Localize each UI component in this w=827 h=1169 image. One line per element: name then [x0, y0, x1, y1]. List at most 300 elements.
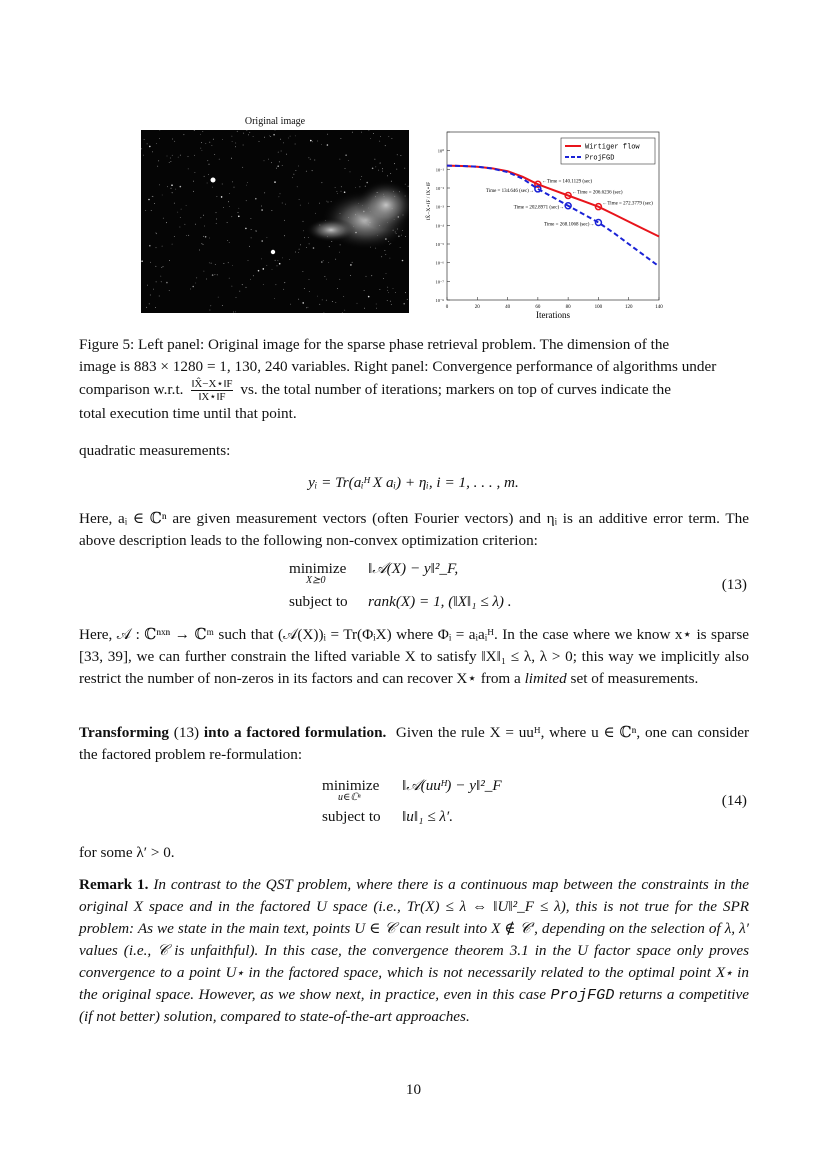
- star: [380, 163, 381, 164]
- star: [352, 262, 353, 263]
- star: [380, 136, 381, 137]
- star: [144, 139, 145, 140]
- star: [251, 238, 252, 239]
- star: [205, 236, 207, 238]
- star: [388, 292, 389, 293]
- star: [229, 206, 230, 207]
- star: [381, 256, 382, 257]
- star: [217, 196, 218, 197]
- star: [180, 186, 182, 188]
- star: [207, 183, 208, 184]
- y-tick-label: 10⁻⁵: [435, 242, 444, 247]
- star: [229, 193, 230, 194]
- star: [160, 276, 161, 277]
- star: [298, 299, 299, 300]
- star: [152, 196, 153, 197]
- star: [292, 177, 293, 178]
- star: [310, 159, 311, 160]
- star: [200, 134, 201, 135]
- star: [380, 289, 381, 290]
- star: [375, 167, 376, 168]
- image-title: Original image: [244, 116, 306, 127]
- star: [326, 300, 327, 301]
- x-tick-label: 0: [445, 305, 449, 310]
- star: [395, 292, 396, 293]
- star: [364, 290, 365, 291]
- star: [204, 226, 205, 227]
- star: [209, 263, 210, 264]
- star: [216, 219, 217, 220]
- star: [208, 174, 209, 175]
- star: [195, 172, 196, 173]
- star: [322, 182, 323, 183]
- star: [232, 286, 233, 287]
- star: [327, 134, 328, 135]
- star: [245, 228, 247, 230]
- star: [278, 260, 279, 261]
- star: [193, 191, 194, 192]
- star: [350, 172, 351, 173]
- star: [215, 274, 216, 275]
- star: [261, 240, 263, 242]
- star: [319, 203, 320, 204]
- eq13-constraint: rank(X) = 1, (‖X‖₁ ≤ λ) .: [368, 593, 512, 610]
- star: [143, 155, 144, 156]
- star: [174, 203, 175, 204]
- star: [368, 296, 370, 298]
- figure-caption: [79, 334, 749, 425]
- star: [272, 269, 273, 270]
- y-tick-label: 10⁻²: [435, 186, 444, 191]
- star: [340, 159, 341, 160]
- caption-fraction-num: ‖X̂−X⋆‖F: [191, 378, 233, 390]
- star: [396, 169, 397, 170]
- star: [266, 265, 267, 266]
- star: [402, 260, 404, 262]
- star: [231, 158, 232, 159]
- star: [279, 196, 280, 197]
- star: [169, 162, 170, 163]
- star: [242, 167, 243, 168]
- star: [204, 271, 205, 272]
- star: [153, 289, 154, 290]
- star: [388, 136, 389, 137]
- star: [308, 307, 309, 308]
- star: [325, 276, 326, 277]
- star: [229, 242, 230, 243]
- star: [341, 138, 342, 139]
- time-annotation: ←Time = 206.6236 (sec): [572, 190, 623, 196]
- star: [159, 185, 160, 186]
- y-tick-label: 10⁻⁶: [435, 260, 444, 266]
- paragraph-factored: [79, 722, 749, 766]
- star: [228, 262, 229, 263]
- star: [249, 132, 250, 133]
- eq14-objective: ‖𝒜(uuᴴ) − y‖²_F: [402, 777, 502, 794]
- star: [400, 247, 401, 248]
- star: [317, 141, 318, 142]
- star: [352, 132, 353, 133]
- star: [343, 296, 344, 297]
- time-annotation: Time = 202.8971 (sec)→: [513, 205, 565, 211]
- caption-fraction-den: ‖X⋆‖F: [198, 391, 226, 403]
- star: [341, 191, 342, 192]
- star: [300, 205, 301, 206]
- star: [186, 205, 187, 206]
- star: [174, 236, 175, 237]
- star: [387, 176, 388, 177]
- x-tick-label: 20: [474, 305, 480, 310]
- star: [337, 288, 338, 289]
- star: [328, 262, 329, 263]
- star: [156, 247, 157, 248]
- eq14-under: u∈ℂⁿ: [338, 792, 361, 803]
- star: [382, 168, 383, 169]
- night-sky-image: [141, 130, 409, 313]
- star: [268, 159, 269, 160]
- star: [306, 247, 307, 248]
- star: [390, 258, 391, 259]
- star: [274, 298, 275, 299]
- star: [365, 186, 366, 187]
- star: [317, 296, 318, 297]
- star: [209, 238, 210, 239]
- star: [264, 137, 265, 138]
- star: [147, 285, 148, 286]
- star: [328, 202, 329, 203]
- star: [378, 170, 379, 171]
- star: [199, 250, 200, 251]
- star: [270, 136, 271, 137]
- star: [355, 187, 356, 188]
- star: [216, 223, 217, 224]
- star: [181, 209, 182, 210]
- star: [212, 274, 214, 276]
- star: [247, 182, 248, 183]
- star: [303, 221, 304, 222]
- star: [387, 287, 388, 288]
- star: [195, 224, 196, 225]
- star: [276, 168, 277, 169]
- star: [206, 279, 207, 280]
- star: [312, 170, 313, 171]
- star: [250, 279, 251, 280]
- star: [393, 288, 394, 289]
- star: [391, 304, 392, 305]
- star: [171, 188, 172, 189]
- star: [154, 203, 155, 204]
- star: [321, 144, 322, 145]
- y-tick-label: 10⁻³: [435, 204, 444, 210]
- star: [267, 237, 268, 238]
- star: [390, 173, 391, 174]
- star: [192, 286, 194, 288]
- star: [253, 136, 254, 137]
- star: [238, 208, 239, 209]
- heading-eq-ref: (13): [173, 724, 200, 741]
- star: [209, 142, 210, 143]
- star: [167, 186, 168, 187]
- x-tick-label: 80: [565, 305, 571, 310]
- star: [404, 168, 405, 169]
- star: [234, 187, 235, 188]
- caption-line-3a: comparison w.r.t.: [79, 380, 184, 398]
- star: [141, 260, 143, 262]
- star: [194, 155, 195, 156]
- star: [306, 307, 307, 308]
- star: [224, 263, 225, 264]
- star: [203, 244, 204, 245]
- star: [172, 155, 173, 156]
- star: [193, 181, 194, 182]
- star: [261, 259, 262, 260]
- star: [157, 166, 158, 167]
- time-annotation: ←Time = 272.3779 (sec): [602, 201, 653, 207]
- star: [211, 263, 212, 264]
- star: [153, 196, 154, 197]
- star: [304, 237, 305, 238]
- star: [231, 216, 232, 217]
- star: [238, 216, 240, 218]
- star: [350, 264, 352, 266]
- star: [167, 156, 168, 157]
- star: [323, 260, 324, 261]
- star: [146, 307, 147, 308]
- star: [172, 139, 173, 140]
- star: [210, 310, 211, 311]
- star: [372, 168, 374, 170]
- star: [304, 288, 305, 289]
- star: [156, 233, 157, 234]
- eq14-number: (14): [721, 792, 747, 809]
- star: [310, 140, 312, 142]
- star: [202, 150, 203, 151]
- star: [280, 193, 281, 194]
- star: [387, 290, 388, 291]
- star: [286, 154, 287, 155]
- star: [309, 279, 310, 280]
- star: [288, 138, 289, 139]
- star: [141, 149, 142, 150]
- star: [256, 231, 257, 232]
- star: [327, 144, 329, 146]
- star: [278, 152, 279, 153]
- star: [239, 291, 240, 292]
- star: [242, 284, 243, 285]
- star: [159, 296, 160, 297]
- star: [376, 308, 377, 309]
- star: [217, 275, 218, 276]
- star: [279, 162, 280, 163]
- star: [344, 191, 346, 193]
- star: [190, 289, 191, 290]
- star: [290, 136, 291, 137]
- x-tick-label: 100: [594, 305, 603, 310]
- star: [299, 249, 300, 250]
- time-annotation: Time = 134.646 (sec)→: [485, 188, 534, 194]
- star: [329, 246, 330, 247]
- star: [314, 160, 315, 161]
- star: [177, 212, 178, 213]
- time-annotation: ←Time = 140.1129 (sec): [541, 179, 593, 185]
- star: [275, 260, 276, 261]
- star: [371, 275, 372, 276]
- star: [196, 278, 197, 279]
- star: [322, 300, 323, 301]
- y-tick-label: 10⁻⁷: [435, 279, 444, 285]
- star: [149, 304, 150, 305]
- star: [306, 171, 307, 172]
- star: [251, 229, 252, 230]
- star: [218, 297, 219, 298]
- star: [319, 304, 320, 305]
- star: [385, 254, 386, 255]
- star: [232, 141, 233, 142]
- star: [149, 245, 151, 247]
- star: [360, 187, 361, 188]
- star: [387, 300, 388, 301]
- star: [300, 245, 301, 246]
- star: [156, 143, 157, 144]
- eq14-minimize: minimize: [322, 777, 380, 794]
- eq13-number: (13): [721, 576, 747, 593]
- star: [309, 244, 310, 245]
- star: [277, 165, 279, 167]
- star: [202, 243, 203, 244]
- star: [282, 258, 283, 259]
- star: [169, 260, 170, 261]
- star: [390, 301, 391, 302]
- star: [345, 154, 347, 156]
- star: [216, 212, 217, 213]
- star: [297, 186, 298, 187]
- star: [280, 139, 281, 140]
- x-tick-label: 60: [535, 305, 541, 310]
- star: [295, 136, 296, 137]
- star: [271, 162, 272, 163]
- y-tick-label: 10⁻⁸: [435, 298, 444, 303]
- star: [188, 235, 189, 236]
- star: [312, 141, 313, 142]
- star: [361, 132, 362, 133]
- star: [178, 157, 179, 158]
- star: [246, 287, 247, 288]
- star: [169, 290, 170, 291]
- caption-line-3b: vs. the total number of iterations; markers on top of curves indicate the: [240, 380, 671, 398]
- star: [247, 130, 248, 131]
- star: [263, 284, 264, 285]
- star: [369, 130, 370, 131]
- star: [337, 191, 338, 192]
- y-axis-label: ‖X̂−X⋆‖F / ‖X⋆‖F: [426, 181, 432, 221]
- eq14-constraint: ‖u‖₁ ≤ λ′.: [402, 808, 454, 825]
- star: [284, 220, 285, 221]
- star: [264, 193, 265, 194]
- star: [221, 196, 223, 198]
- star: [296, 170, 297, 171]
- star: [200, 148, 201, 149]
- star: [246, 185, 247, 186]
- star: [174, 141, 175, 142]
- star: [348, 160, 349, 161]
- star: [145, 210, 146, 211]
- star: [236, 297, 237, 298]
- eq13-objective: ‖𝒜(X) − y‖²_F,: [368, 560, 459, 577]
- star: [210, 305, 211, 306]
- star: [188, 169, 189, 170]
- star: [248, 260, 249, 261]
- star: [180, 217, 181, 218]
- star: [345, 168, 346, 169]
- equation-measurement: yᵢ = Tr(aᵢᴴ X aᵢ) + ηᵢ, i = 1, . . . , m.: [308, 474, 519, 491]
- star: [212, 187, 213, 188]
- star: [302, 302, 304, 304]
- star: [397, 154, 398, 155]
- star: [282, 165, 283, 166]
- star: [229, 278, 230, 279]
- star: [201, 142, 202, 143]
- star: [284, 282, 285, 283]
- star: [155, 307, 156, 308]
- star: [261, 209, 263, 211]
- star: [259, 141, 260, 142]
- star: [205, 143, 206, 144]
- star: [227, 222, 228, 223]
- p2-end: set of measurements.: [570, 670, 699, 687]
- star: [235, 312, 236, 313]
- star: [251, 218, 252, 219]
- star: [383, 278, 384, 279]
- paragraph-measurements: Here, aᵢ ∈ ℂⁿ are given measurement vectors (often Fourier vectors) and ηᵢ is an additive error term. The above description leads to the following non-convex optimization criterion:: [79, 510, 749, 549]
- caption-line-2: image is 883 × 1280 = 1, 130, 240 variables. Right panel: Convergence performance of algorithms under: [79, 358, 717, 375]
- star: [264, 160, 265, 161]
- star: [335, 302, 336, 303]
- caption-line-4: total execution time until that point.: [79, 405, 297, 422]
- legend-label: Wirtiger flow: [585, 143, 640, 152]
- remark-label: Remark 1.: [79, 876, 149, 893]
- star: [213, 139, 214, 140]
- star: [214, 154, 215, 155]
- star: [150, 295, 151, 296]
- star: [222, 139, 223, 140]
- star: [249, 246, 250, 247]
- caption-fraction: [191, 378, 232, 403]
- star: [156, 233, 157, 234]
- star: [269, 136, 270, 137]
- star: [290, 304, 291, 305]
- legend-label: ProjFGD: [585, 154, 615, 163]
- star: [233, 312, 234, 313]
- star: [277, 266, 278, 267]
- star: [308, 237, 309, 238]
- star: [243, 133, 244, 134]
- star: [186, 235, 187, 236]
- star: [235, 146, 236, 147]
- x-tick-label: 120: [624, 305, 633, 310]
- star: [172, 244, 173, 245]
- star: [337, 193, 338, 194]
- star: [162, 195, 163, 196]
- star: [308, 203, 309, 204]
- star: [185, 224, 186, 225]
- star: [407, 299, 408, 300]
- x-tick-label: 40: [505, 305, 511, 310]
- star: [405, 184, 406, 185]
- star: [335, 187, 336, 188]
- star: [207, 160, 208, 161]
- star: [326, 201, 327, 202]
- star: [298, 252, 299, 253]
